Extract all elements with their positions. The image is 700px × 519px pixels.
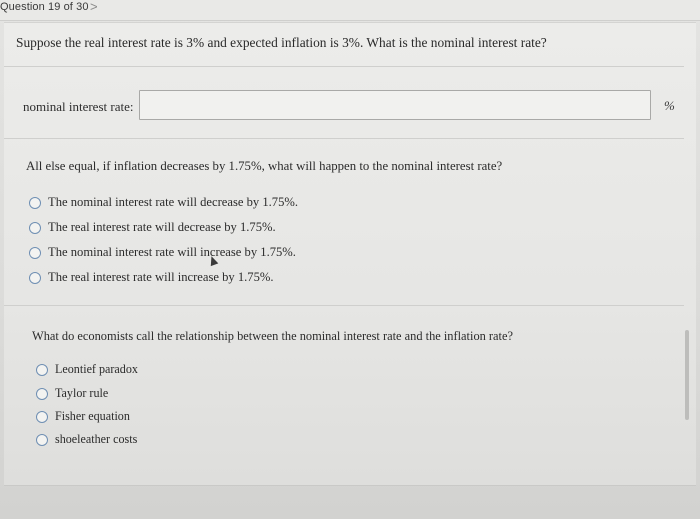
radio-button[interactable] — [29, 222, 41, 234]
divider — [4, 66, 684, 67]
option-label: The real interest rate will decrease by 1.75%. — [48, 220, 276, 234]
radio-button[interactable] — [36, 364, 48, 376]
radio-button[interactable] — [29, 272, 41, 284]
radio-button[interactable] — [36, 434, 48, 446]
radio-button[interactable] — [36, 411, 48, 423]
option-label: The nominal interest rate will increase by 1.75%. — [48, 245, 296, 259]
q3-option-shoeleather-costs[interactable] — [36, 432, 137, 447]
q2-option-real-increase[interactable] — [29, 270, 274, 285]
question-counter: Question 19 of 30 — [0, 1, 89, 13]
q2-option-nominal-decrease[interactable] — [29, 195, 298, 210]
question-2-prompt: All else equal, if inflation decreases by 1.75%, what will happen to the nominal interest rate? — [26, 159, 503, 173]
top-bar — [0, 0, 700, 21]
radio-button[interactable] — [29, 247, 41, 259]
radio-button[interactable] — [29, 197, 41, 209]
option-label: The real interest rate will increase by 1.75%. — [48, 270, 274, 284]
nominal-rate-input[interactable] — [139, 90, 651, 120]
chevron-right-icon[interactable]: > — [90, 0, 98, 14]
option-label: Fisher equation — [55, 409, 130, 423]
q2-option-nominal-increase[interactable] — [29, 245, 296, 260]
divider — [4, 305, 684, 306]
question-3-prompt: What do economists call the relationship between the nominal interest rate and the inflation rate? — [32, 329, 514, 343]
option-label: Taylor rule — [55, 386, 109, 400]
q3-option-leontief-paradox[interactable] — [36, 362, 138, 377]
percent-unit: % — [664, 98, 675, 113]
nominal-rate-label: nominal interest rate: — [23, 99, 134, 114]
radio-button[interactable] — [36, 388, 48, 400]
q3-option-fisher-equation[interactable] — [36, 409, 130, 424]
divider — [4, 138, 684, 139]
question-1-prompt: Suppose the real interest rate is 3% and expected inflation is 3%. What is the nominal interest rate? — [16, 35, 547, 50]
option-label: The nominal interest rate will decrease by 1.75%. — [48, 195, 299, 209]
option-label: shoeleather costs — [55, 432, 138, 446]
scrollbar[interactable] — [685, 330, 689, 420]
q3-option-taylor-rule[interactable] — [36, 386, 108, 401]
option-label: Leontief paradox — [55, 362, 138, 376]
q2-option-real-decrease[interactable] — [29, 220, 276, 235]
